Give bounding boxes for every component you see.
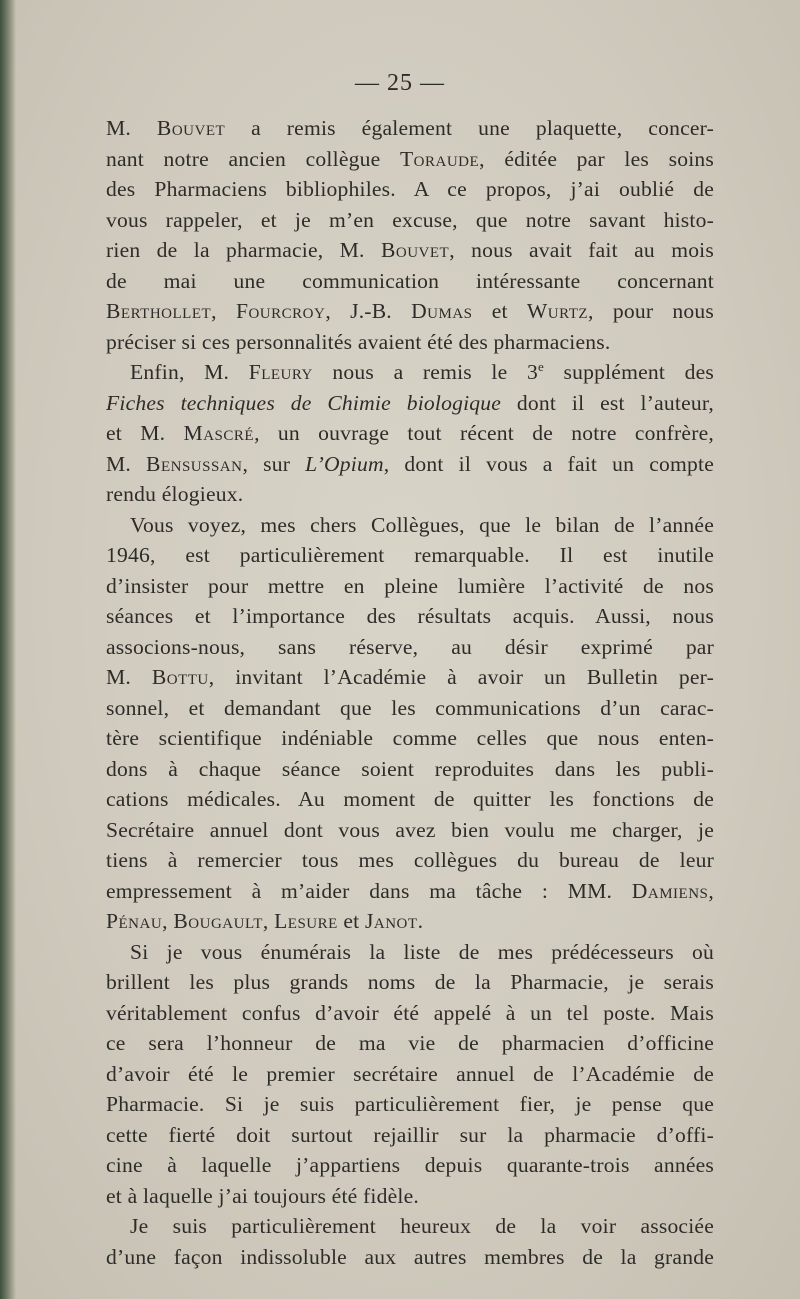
text-run: et M. [106,421,184,445]
person-name: Dumas [411,299,473,323]
text-run: Si je vous énumérais la liste de mes prédécesseurs où [130,939,714,964]
person-name: Bouvet [156,116,226,140]
text-run: d’avoir été le premier secrétaire annuel de l’Académie de [106,1061,714,1086]
text-run: empressement à m’aider dans ma tâche : MM. [106,878,632,903]
text-line [106,1059,714,1090]
text-run: , invitant l’Académie à avoir un Bulletin per- [208,665,714,689]
person-name: Lesure [274,909,338,933]
text-line [106,205,714,236]
text-line [106,1028,714,1059]
text-run: 1946, est particulièrement remarquable. Il est inutile [106,543,714,567]
person-name: Toraude [399,146,480,171]
text-run: dont il est l’auteur, [501,390,715,415]
text-line [106,174,714,205]
text-line [106,723,714,754]
text-run: supplément des [543,360,714,384]
text-run: cations médicales. Au moment de quitter les fonctions de [106,787,714,811]
text-run: ce sera l’honneur de ma vie de pharmacien d’officine [106,1031,714,1055]
text-run: Je suis particulièrement heureux de la voir associée [130,1214,714,1238]
text-run: d’une façon indissoluble aux autres membres de la grande [106,1244,714,1269]
title-italic: L’Opium [305,451,384,476]
text-line [106,1242,714,1273]
text-run: et [472,299,527,323]
person-name: Bougault [173,909,263,933]
text-run: cine à laquelle j’appartiens depuis quarante-trois années [106,1153,714,1177]
page-number: — 25 — [355,70,445,96]
text-run: , [708,878,714,903]
text-line [106,571,714,602]
text-run: e [537,358,544,374]
text-run: Secrétaire annuel dont vous avez bien voulu me charger, je [106,817,714,842]
text-run: de mai une communication intéressante concernant [106,268,714,293]
text-run: nous a remis le 3 [312,360,538,384]
text-line [106,906,714,937]
text-line [106,1150,714,1181]
text-line [106,1120,714,1151]
person-name: Damiens [631,878,709,903]
text-run: . [417,909,424,933]
text-run: véritablement confus d’avoir été appelé à un tel poste. Mais [106,1000,714,1025]
text-line [106,815,714,846]
text-line [106,266,714,297]
text-run: , un ouvrage tout récent de notre confrère, [254,421,714,445]
person-name: Mascré [183,421,255,445]
text-run: , sur [242,451,306,476]
text-run: , [262,909,275,933]
text-run: , J.-B. [325,299,412,323]
text-line [106,296,714,327]
person-name: Fourcroy [235,299,326,323]
text-run: a remis également une plaquette, concer- [225,116,714,140]
text-line [106,144,714,175]
text-run: , [162,909,174,933]
text-line [106,601,714,632]
text-run: M. [106,116,157,140]
text-line [106,510,714,541]
text-run: et [337,909,365,933]
text-line [106,235,714,266]
body-text [106,113,714,1272]
text-run: , nous avait fait au mois [449,238,714,262]
person-name: Berthollet [106,299,212,323]
text-line [106,1089,714,1120]
person-name: Pénau [106,909,163,933]
text-run: séances et l’importance des résultats acquis. Aussi, nous [106,604,714,628]
text-run: dons à chaque séance soient reproduites dans les publi- [106,756,714,781]
title-italic: Fiches techniques de Chimie biologique [106,390,502,415]
text-run: cette fierté doit surtout rejaillir sur la pharmacie d’offi- [106,1122,714,1147]
text-run: M. [106,665,152,689]
text-run: Pharmacie. Si je suis particulièrement fier, je pense que [106,1092,714,1116]
text-run: et à laquelle j’ai toujours été fidèle. [106,1183,419,1208]
person-name: Wurtz [526,299,589,323]
text-line [106,357,714,388]
text-line [106,845,714,876]
text-line [106,662,714,693]
text-run: préciser si ces personnalités avaient été des pharmaciens. [106,329,611,354]
text-line [106,1181,714,1212]
text-run: rien de la pharmacie, M. [106,238,381,262]
person-name: Fleury [248,360,313,384]
text-run: , pour nous [588,299,714,323]
text-line [106,1211,714,1242]
person-name: Bottu [151,665,209,689]
text-run: Vous voyez, mes chers Collègues, que le bilan de l’année [130,512,714,537]
text-run: M. [106,451,147,476]
text-line [106,449,714,480]
text-run: , éditée par les soins [479,146,715,171]
text-line [106,418,714,449]
text-run: brillent les plus grands noms de la Pharmacie, je serais [106,970,714,994]
binding-edge [0,0,16,1299]
text-line [106,693,714,724]
text-line [106,540,714,571]
text-run: tère scientifique indéniable comme celles que nous enten- [106,726,714,750]
text-run: , dont il vous a fait un compte [383,451,714,476]
text-line [106,998,714,1029]
text-run: , [211,299,236,323]
text-run: des Pharmaciens bibliophiles. A ce propos, j’ai oublié de [106,177,714,201]
text-run: tiens à remercier tous mes collègues du bureau de leur [106,848,714,872]
text-line [106,327,714,358]
person-name: Bouvet [380,238,450,262]
text-run: vous rappeler, et je m’en excuse, que notre savant histo- [106,207,714,232]
text-line [106,754,714,785]
text-run: d’insister pour mettre en pleine lumière l’activité de nos [106,573,714,598]
person-name: Janot [364,909,418,933]
text-run: Enfin, M. [130,360,249,384]
text-run: nant notre ancien collègue [106,146,400,171]
text-line [106,113,714,144]
text-line [106,784,714,815]
text-line [106,937,714,968]
text-line [106,967,714,998]
text-run: associons-nous, sans réserve, au désir exprimé par [106,634,714,659]
text-line [106,479,714,510]
text-line [106,632,714,663]
text-run: sonnel, et demandant que les communications d’un carac- [106,695,714,720]
text-line [106,876,714,907]
text-line [106,388,714,419]
text-run: rendu élogieux. [106,482,244,506]
person-name: Bensussan [146,451,243,476]
